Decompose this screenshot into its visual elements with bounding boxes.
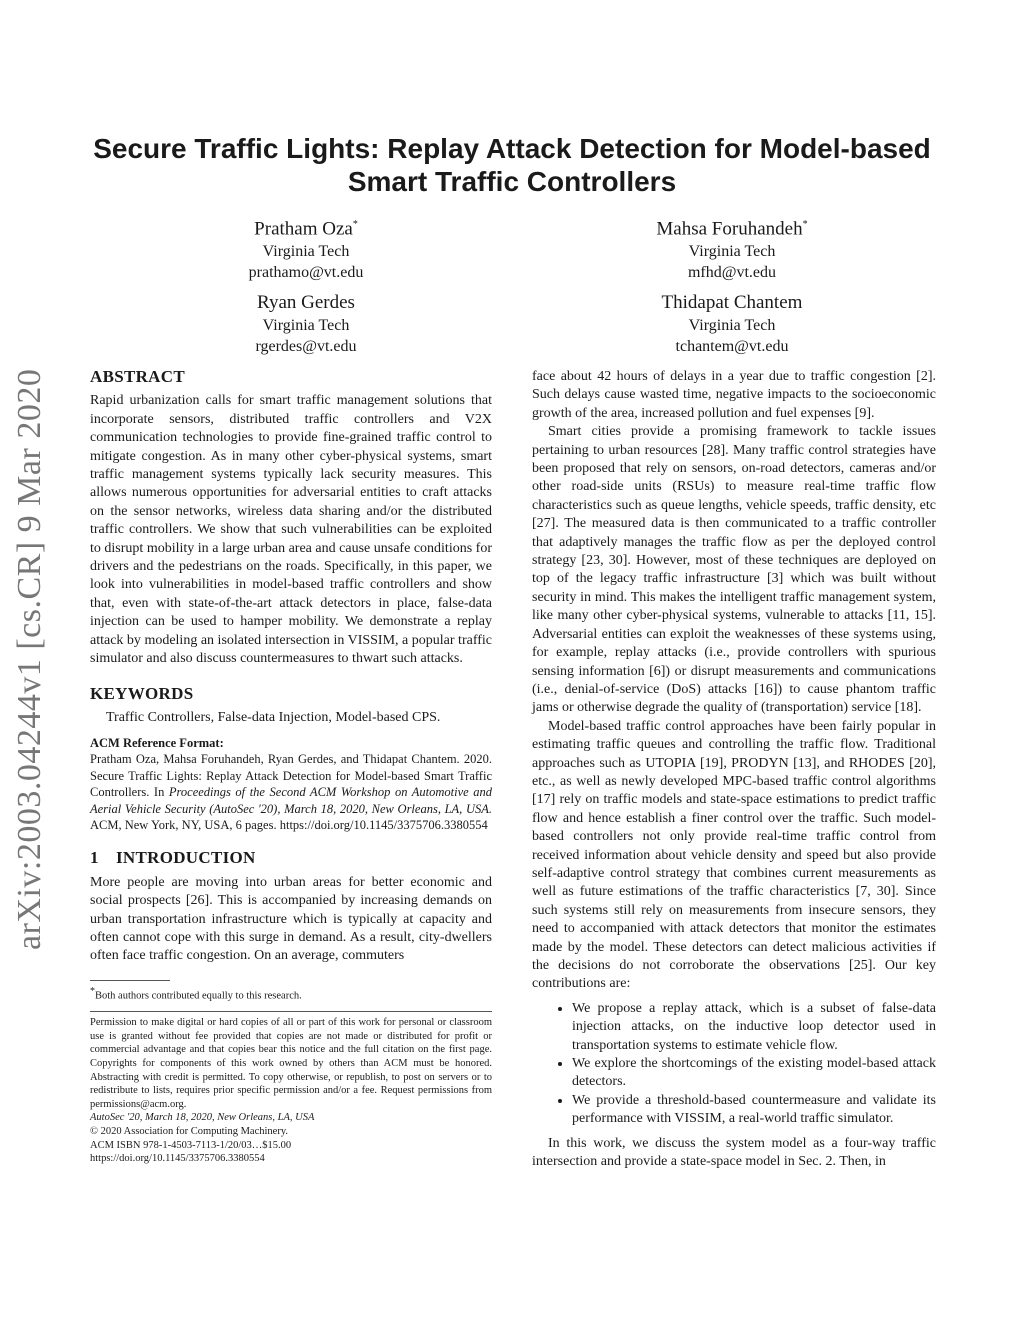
keywords-heading: KEYWORDS <box>90 683 194 703</box>
author-name: Pratham Oza <box>254 218 353 240</box>
venue-line <box>90 1111 492 1125</box>
title-line-2: Smart Traffic Controllers <box>347 166 677 197</box>
section-title: INTRODUCTION <box>116 848 256 868</box>
intro-right-paragraph-2: Smart cities provide a promising framework to tackle issues pertaining to urban resources [28]. Many traffic control strategies have been proposed that rely on sensors, on-road detectors, cameras and/or other road-side units (RSUs) to measure real-time traffic flow characteristics such as queue lengths, vehicle speeds, traffic density, etc [27]. The measured data is then communicated to a traffic controller that adaptively manages the traffic flow as per the deployed control strategy [23, 30]. However, most of these techniques are deployed on top of the legacy traffic infrastructure [3] which was built without security in mind. This makes the intelligent traffic management system, like many other cyber-physical systems, vulnerable to attacks [11, 15]. Adversarial entities can exploit the weaknesses of these systems using, for example, replay attacks (i.e., provide controllers with spurious sensing information [6]) or disrupt measurements and communications (i.e., denial-of-service (DoS) attacks [16]) to cause phantom traffic jams or otherwise degrade the quality of (transportation) service [18]. <box>532 424 936 716</box>
author-email[interactable]: rgerdes@vt.edu <box>255 338 357 355</box>
author-block-2 <box>552 213 912 283</box>
list-item: • We provide a threshold-based countermeasure and validate its performance with VISSIM, a real-world traffic simulator. <box>572 1092 936 1129</box>
author-email[interactable]: prathamo@vt.edu <box>248 264 364 282</box>
abstract-heading: ABSTRACT <box>90 367 185 386</box>
author-affiliation: Virginia Tech <box>262 317 350 334</box>
left-column <box>90 368 492 1166</box>
author-name: Mahsa Foruhandeh <box>656 218 803 240</box>
arxiv-side-stamp: arXiv:2003.04244v1 [cs.CR] 9 Mar 2020 <box>11 368 48 950</box>
acm-reference-text <box>90 751 492 833</box>
footnote-text: Both authors contributed equally to this research. <box>95 990 302 1002</box>
author-mark: * <box>802 219 808 230</box>
introduction-heading <box>90 849 492 867</box>
author-name: Ryan Gerdes <box>257 292 355 313</box>
footnote-rule <box>90 980 170 981</box>
section-number: 1 <box>90 848 99 868</box>
intro-right-paragraph-1: face about 42 hours of delays in a year due to traffic congestion [2]. Such delays cause wasted time, negative impacts to the socioeconomic growth of the area, increased pollution and fuel expenses [9]. <box>532 369 936 421</box>
acm-reference-proceedings: Proceedings of the Second ACM Workshop on Automotive and Aerial Vehicle Security (AutoSec '20), March 18, 2020, New Orleans, LA, USA. <box>90 785 492 816</box>
intro-right-paragraph-3: Model-based traffic control approaches have been fairly popular in estimating traffic queues and controlling the traffic flow. Traditional approaches such as UTOPIA [19], PRODYN [13], and RHODES [20], etc., as well as newly developed MPC-based traffic control algorithms [17] rely on traffic models and state-space estimations to predict traffic flow and hence establish a finer control over the traffic. Such model-based controllers not only provide real-time traffic control from received information about vehicle density and speed but also provide self-adaptive control strategy that combines current measurements as well as future estimations of the traffic characteristics [7, 30]. Since such systems still rely on measurements from insecure sensors, they need to accompanied with attack detectors that monitor the estimates made by the model. These detectors can detect malicious activities if the decisions do not corroborate the observations [25]. Our key contributions are: <box>532 718 936 992</box>
acm-reference-heading: ACM Reference Format: <box>90 736 224 751</box>
author-email[interactable]: tchantem@vt.edu <box>675 338 789 355</box>
author-block-3 <box>126 291 486 357</box>
intro-left-paragraph: More people are moving into urban areas for better economic and social prospects [26]. This is accompanied by increasing demands on urban transportation infrastructure which is typically at capacity and often cannot cope with this surge in demand. As a result, city-dwellers often face traffic congestion. On an average, commuters <box>90 874 492 964</box>
abstract-text: Rapid urbanization calls for smart traffic management solutions that incorporate sensors, distributed traffic controllers and V2X communication technologies to provide fine-grained traffic control to mitigate congestion. As in many other cyber-physical systems, smart traffic management systems typically lack security measures. This allows numerous opportunities for adversarial entities to craft attacks on the sensor networks, wireless data sharing and/or the distributed traffic controllers. We show that such vulnerabilities can be exploited to disrupt mobility in a large urban area and cause unsafe conditions for drivers and the pedestrians on the roads. Specifically, in this paper, we look into vulnerabilities in model-based traffic controllers and show that, even with state-of-the-art attack detectors in place, false-data injection can be used to hamper mobility. We demonstrate a replay attack by modeling an isolated intersection in VISSIM, a popular traffic simulator and also discuss countermeasures to thwart such attacks. <box>90 393 492 667</box>
doi-link[interactable]: https://doi.org/10.1145/3375706.3380554 <box>90 1153 265 1165</box>
author-name: Thidapat Chantem <box>661 292 803 313</box>
title-line-1: Secure Traffic Lights: Replay Attack Detection for Model-based <box>93 133 931 164</box>
author-mark: * <box>352 219 358 230</box>
author-affiliation: Virginia Tech <box>688 243 776 261</box>
permission-text: Permission to make digital or hard copies of all or part of this work for personal or classroom use is granted without fee provided that copies are not made or distributed for profit or commercial advantage and that copies bear this notice and the full citation on the first page. Copyrights for components of this work owned by others than ACM must be honored. Abstracting with credit is permitted. To copy otherwise, or republish, to post on servers or to redistribute to lists, requires prior specific permission and/or a fee. Request permissions from permissions@acm.org. <box>90 1017 492 1110</box>
footnote-mark: * <box>90 985 95 997</box>
right-column <box>532 368 936 1171</box>
acm-reference-authors: Pratham Oza, Mahsa Foruhandeh, Ryan Gerdes, and Thidapat Chantem. 2020. Secure Traffic Lights: Replay Attack Detection for Model-based Smart Traffic Controllers. In <box>90 752 492 800</box>
acm-reference-tail: ACM, New York, NY, USA, 6 pages. https://doi.org/10.1145/3375706.3380554 <box>90 817 488 832</box>
copyright-line: © 2020 Association for Computing Machinery. <box>90 1126 289 1138</box>
isbn-line: ACM ISBN 978-1-4503-7113-1/20/03…$15.00 <box>90 1139 292 1151</box>
keywords-text: Traffic Controllers, False-data Injection, Model-based CPS. <box>106 709 441 725</box>
author-block-4 <box>552 291 912 357</box>
list-item: • We propose a replay attack, which is a subset of false-data injection attacks, on the inductive loop detector used in transportation systems to estimate vehicle flow. <box>572 1000 936 1055</box>
footnote <box>90 985 492 1004</box>
intro-right-paragraph-4: In this work, we discuss the system model as a four-way traffic intersection and provide a state-space model in Sec. 2. Then, in <box>532 1135 936 1170</box>
author-email[interactable]: mfhd@vt.edu <box>687 264 777 282</box>
paper-title <box>60 132 964 198</box>
author-block-1 <box>126 213 486 283</box>
venue-text: AutoSec '20, March 18, 2020, New Orleans, LA, USA <box>90 1112 315 1124</box>
list-item: • We explore the shortcomings of the existing model-based attack detectors. <box>572 1055 936 1092</box>
permission-rule <box>90 1011 492 1012</box>
contributions-list <box>532 1000 936 1129</box>
author-affiliation: Virginia Tech <box>262 243 350 261</box>
author-affiliation: Virginia Tech <box>688 317 776 334</box>
